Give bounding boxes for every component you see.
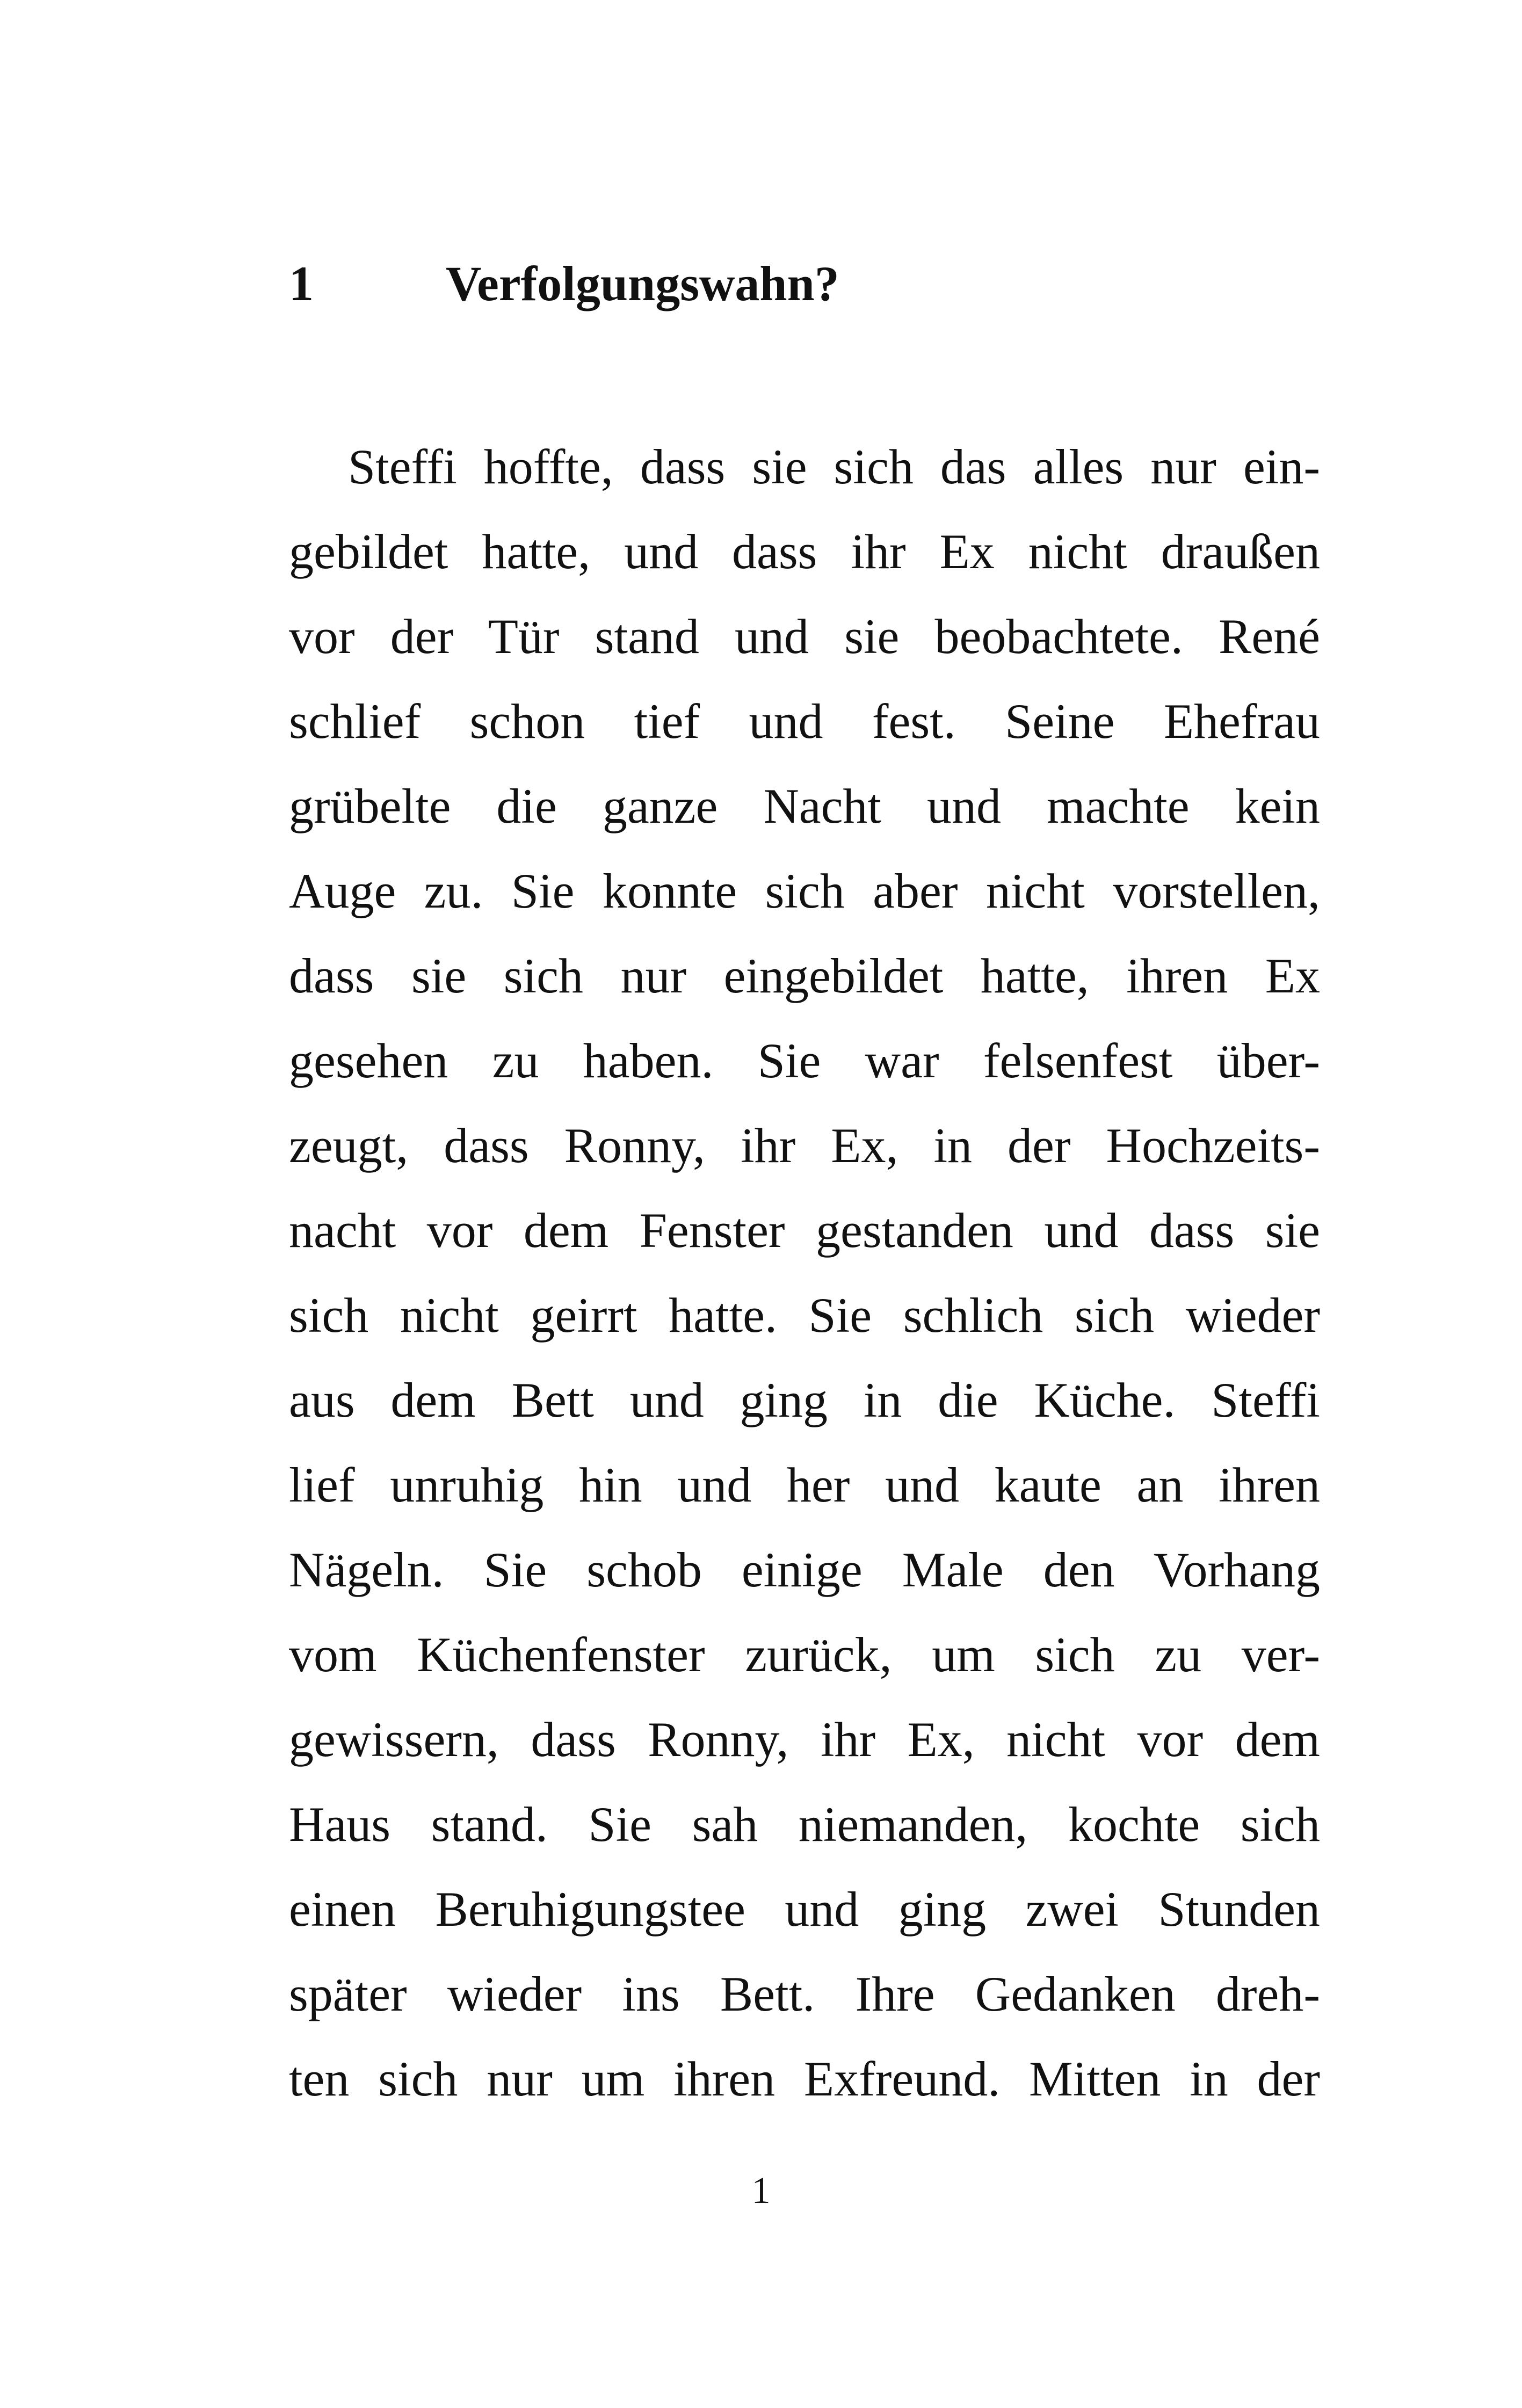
chapter-number: 1 (289, 256, 314, 311)
chapter-title: Verfolgungswahn? (446, 256, 839, 311)
text-line: ten sich nur um ihren Exfreund. Mitten in der (289, 2051, 1320, 2106)
text-line: dass sie sich nur eingebildet hatte, ihren Ex (289, 948, 1320, 1003)
text-line: später wieder ins Bett. Ihre Gedanken dreh- (289, 1967, 1320, 2021)
text-line: gesehen zu haben. Sie war felsenfest über- (289, 1033, 1320, 1088)
text-line: Steffi hoffte, dass sie sich das alles nur ein- (348, 439, 1320, 494)
page-number: 1 (751, 2170, 771, 2211)
text-line: gebildet hatte, und dass ihr Ex nicht draußen (289, 524, 1320, 579)
text-line: lief unruhig hin und her und kaute an ihren (289, 1457, 1320, 1512)
text-line: Haus stand. Sie sah niemanden, kochte sich (289, 1797, 1320, 1852)
text-line: vom Küchenfenster zurück, um sich zu ver- (289, 1627, 1320, 1682)
text-line: Auge zu. Sie konnte sich aber nicht vorstellen, (289, 864, 1320, 918)
text-line: vor der Tür stand und sie beobachtete. René (289, 609, 1320, 664)
chapter-heading (289, 251, 1363, 316)
text-line: sich nicht geirrt hatte. Sie schlich sich wieder (289, 1288, 1320, 1343)
body-paragraph (289, 424, 1320, 2121)
text-line: gewissern, dass Ronny, ihr Ex, nicht vor dem (289, 1712, 1320, 1767)
text-line: nacht vor dem Fenster gestanden und dass sie (289, 1203, 1320, 1258)
text-line: Nägeln. Sie schob einige Male den Vorhang (289, 1542, 1320, 1597)
text-line: schlief schon tief und fest. Seine Ehefrau (289, 694, 1320, 749)
text-line: einen Beruhigungstee und ging zwei Stunden (289, 1882, 1320, 1936)
text-line: zeugt, dass Ronny, ihr Ex, in der Hochzeits- (289, 1118, 1320, 1173)
text-line: aus dem Bett und ging in die Küche. Steffi (289, 1373, 1320, 1427)
text-line: grübelte die ganze Nacht und machte kein (289, 779, 1320, 833)
